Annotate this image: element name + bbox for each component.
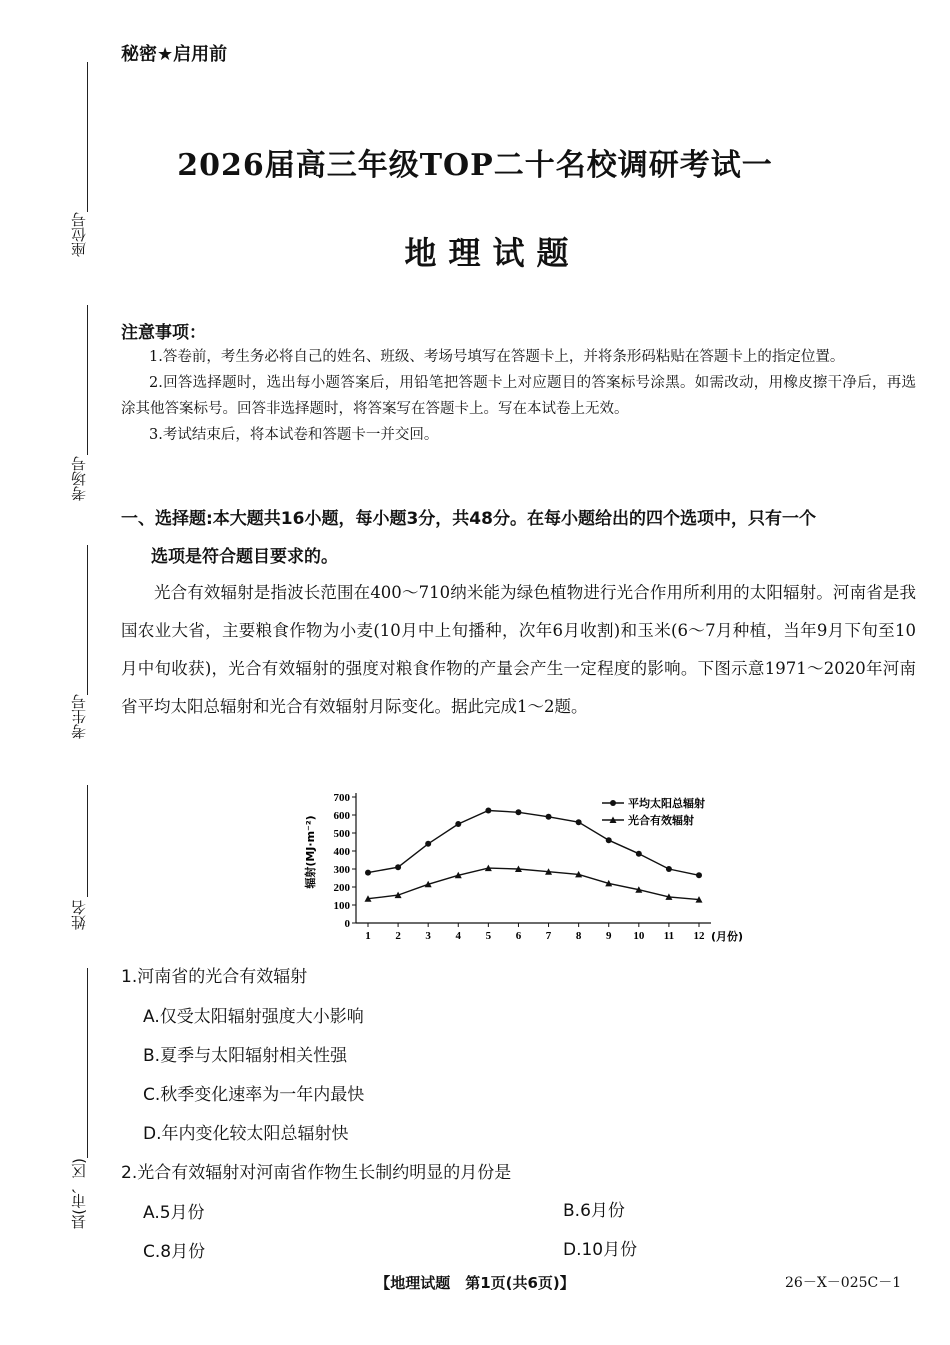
page-footer: 【地理试题 第1页(共6页)】 [375,1274,575,1292]
binding-line [87,968,88,1158]
exam-title: 2026届高三年级TOP二十名校调研考试一 [177,148,773,183]
y-tick-label: 100 [333,900,350,912]
question-2-option-c: C.8月份 [143,1242,206,1262]
series-line-2 [368,868,699,900]
x-tick-label: 5 [485,930,492,942]
series-1-point [576,819,582,825]
x-tick-label: 8 [575,930,582,942]
question-1-option-c: C.秋季变化速率为一年内最快 [143,1085,365,1105]
x-axis-label: (月份) [710,930,744,943]
series-1-point [455,821,461,827]
x-tick-label: 1 [365,930,371,942]
series-1-point [696,872,702,878]
series-1-point [365,870,371,876]
y-tick-label: 400 [333,846,350,858]
x-tick-label: 7 [545,930,552,942]
series-1-point [606,837,612,843]
series-1-point [636,851,642,857]
x-tick-label: 10 [633,930,645,942]
series-1-point [546,814,552,820]
question-2-option-d: D.10月份 [563,1240,638,1260]
question-2-stem: 2.光合有效辐射对河南省作物生长制约明显的月份是 [121,1163,512,1183]
candidate-number-label: 考生号 [70,694,88,739]
x-tick-label: 2 [395,930,401,942]
series-1-point [485,808,491,814]
question-2-option-a: A.5月份 [143,1203,205,1223]
section-heading-line: 一、选择题:本大题共16小题，每小题3分，共48分。在每小题给出的四个选项中，只有一个 [121,509,816,529]
paper-code: 26－X－025C－1 [785,1275,902,1291]
question-1-option-b: B.夏季与太阳辐射相关性强 [143,1046,348,1066]
y-tick-label: 700 [333,792,350,804]
legend-label-1: 平均太阳总辐射 [628,797,705,810]
x-tick-label: 6 [515,930,522,942]
radiation-chart [298,783,758,953]
binding-line [87,62,88,212]
notice-item: 3.考试结束后，将本试卷和答题卡一并交回。 [149,427,439,443]
y-tick-label: 200 [333,882,350,894]
section-heading [121,500,921,576]
series-1-point [425,841,431,847]
question-1-stem: 1.河南省的光合有效辐射 [121,967,308,987]
question-1-option-d: D.年内变化较太阳总辐射快 [143,1124,349,1144]
section-heading-line: 选项是符合题目要求的。 [151,547,338,567]
material-paragraph [121,574,916,726]
confidential-label: 秘密★启用前 [121,44,228,65]
binding-line [87,545,88,695]
exam-room-label: 考场号 [70,456,88,501]
county-label: 县(市、区) [70,1158,88,1230]
question-2-option-b: B.6月份 [563,1201,625,1221]
notice-item: 1.答卷前，考生务必将自己的姓名、班级、考场号填写在答题卡上，并将条形码粘贴在答题卡上的指定位置。 [149,349,845,365]
binding-line [87,785,88,897]
notice-item: 2.回答选择题时，选出每小题答案后，用铅笔把答题卡上对应题目的答案标号涂黑。如需改动，用橡皮擦干净后，再选涂其他答案标号。回答非选择题时，将答案写在答题卡上。写在本试卷上无效。 [121,375,916,417]
legend-marker-1 [610,800,616,806]
y-tick-label: 500 [333,828,350,840]
question-1-option-a: A.仅受太阳辐射强度大小影响 [143,1007,364,1027]
series-1-point [395,864,401,870]
x-tick-label: 12 [693,930,705,942]
name-label: 姓名 [70,900,88,930]
notice-heading: 注意事项： [121,323,206,343]
y-axis-label: 辐射(MJ·m⁻²) [304,815,317,889]
x-tick-label: 11 [663,930,675,942]
x-tick-label: 3 [425,930,431,942]
notice-list [121,344,916,448]
series-1-point [666,866,672,872]
chart-legend [602,796,705,827]
y-tick-label: 600 [333,810,350,822]
binding-line [87,305,88,455]
x-tick-label: 4 [455,930,462,942]
series-1-point [515,809,521,815]
x-tick-label: 9 [605,930,612,942]
seat-number-label: 座位号 [70,212,88,257]
subject-title: 地理试题 [404,234,581,272]
material-text: 光合有效辐射是指波长范围在400～710纳米能为绿色植物进行光合作用所利用的太阳辐射。河南省是我国农业大省，主要粮食作物为小麦(10月中上旬播种，次年6月收割)和玉米(6～7月种植，当年9月下旬至10月中旬收获)，光合有效辐射的强度对粮食作物的产量会产生一定程度的影响。下图示意1971～2020年河南省平均太阳总辐射和光合有效辐射月际变化。据此完成1～2题。 [121,583,916,716]
legend-label-2: 光合有效辐射 [628,814,694,827]
y-tick-label: 300 [333,864,350,876]
y-tick-label: 0 [344,918,350,930]
